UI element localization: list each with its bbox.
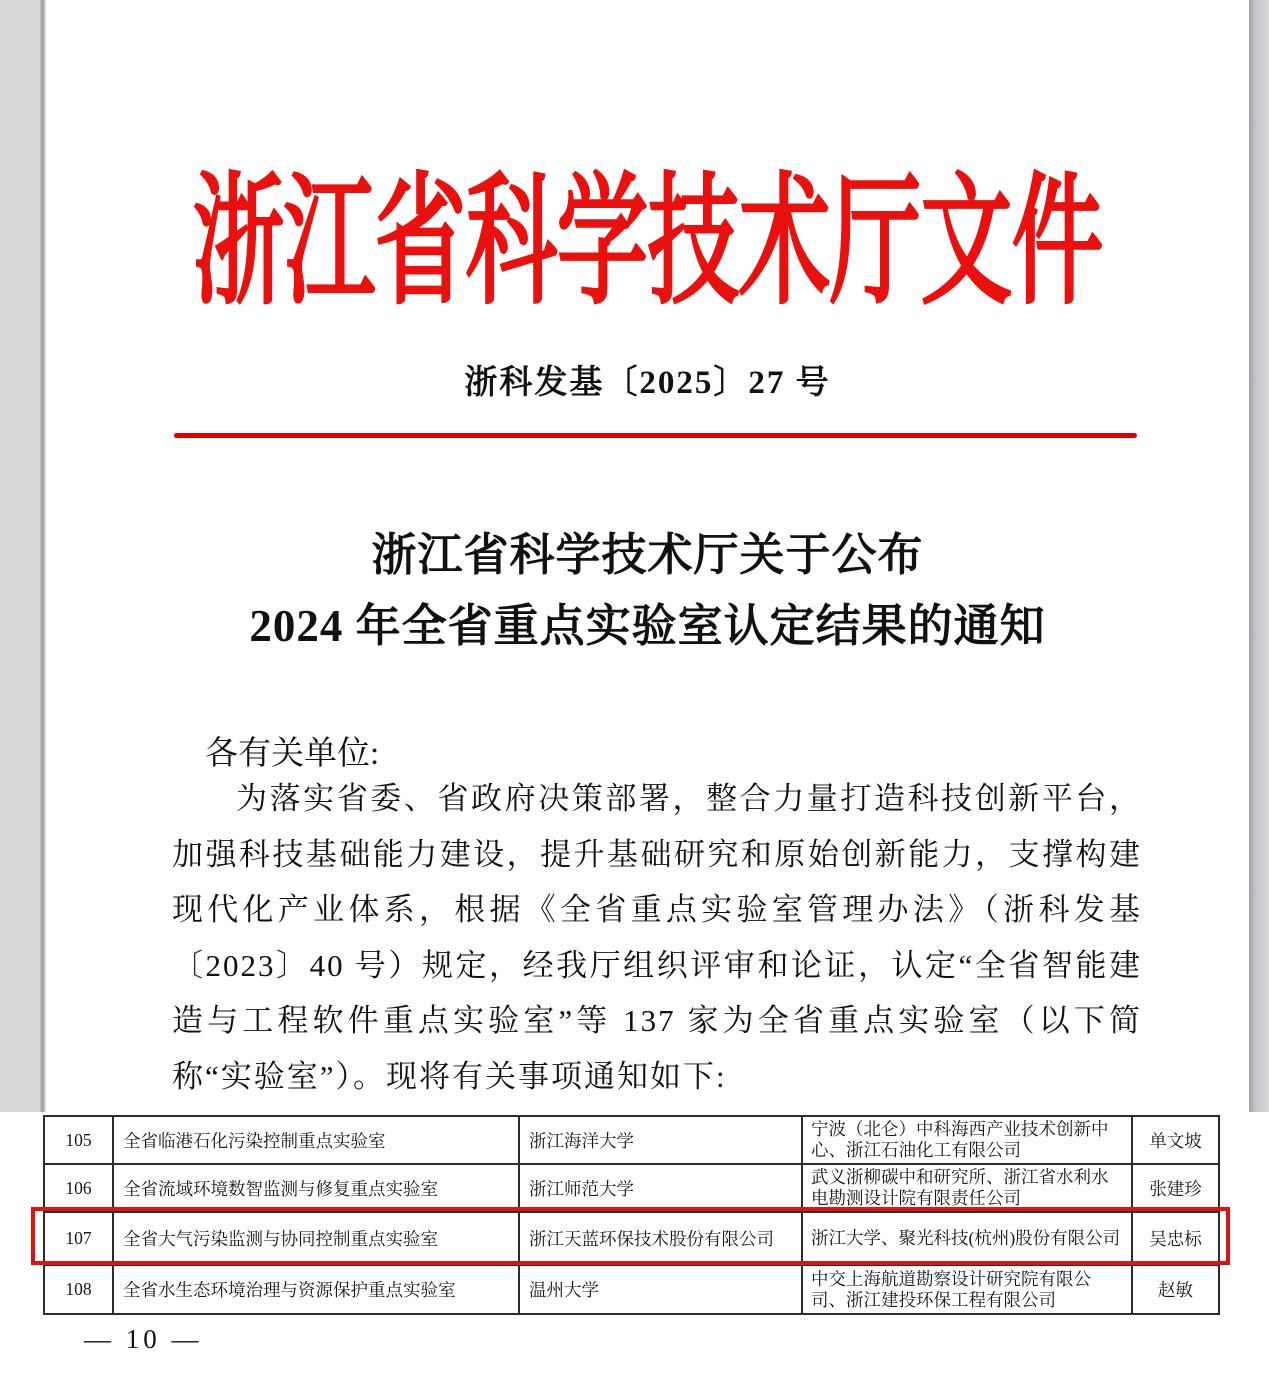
table-row [44,1265,1219,1314]
red-separator-rule [174,433,1137,438]
lab-name-cell: 全省水生态环境治理与资源保护重点实验室 [113,1265,519,1314]
row-number-cell: 106 [44,1164,113,1212]
table-row [44,1164,1219,1212]
lab-name-cell: 全省临港石化污染控制重点实验室 [113,1116,519,1164]
notice-title-line1: 浙江省科学技术厅关于公布 [371,530,924,580]
host-unit-cell: 浙江师范大学 [519,1164,802,1212]
page-number: — 10 — [84,1324,203,1354]
scan-margin-left [0,0,40,1112]
director-cell: 吴忠标 [1132,1212,1219,1265]
results-table-section [0,1112,1269,1386]
document-header-title [46,128,1249,322]
row-number-cell: 107 [44,1212,113,1265]
table-row [44,1116,1219,1164]
director-cell: 赵敏 [1132,1265,1219,1314]
results-table [43,1115,1220,1315]
document-number: 浙科发基〔2025〕27 号 [464,365,831,401]
partner-units-cell: 浙江大学、聚光科技(杭州)股份有限公司 [802,1212,1132,1265]
host-unit-cell: 浙江海洋大学 [519,1116,802,1164]
row-number-cell: 105 [44,1116,113,1164]
notice-title-line2: 2024 年全省重点实验室认定结果的通知 [249,601,1046,651]
lab-name-cell: 全省流域环境数智监测与修复重点实验室 [113,1164,519,1212]
document-header-title-text: 浙江省科学技术厅文件 [192,163,1103,322]
host-unit-cell: 温州大学 [519,1265,802,1314]
director-cell: 单文坡 [1132,1116,1219,1164]
table-row-highlighted [44,1212,1219,1265]
lab-name-cell: 全省大气污染监测与协同控制重点实验室 [113,1212,519,1265]
partner-units-cell: 中交上海航道勘察设计研究院有限公司、浙江建投环保工程有限公司 [802,1265,1132,1314]
director-cell: 张建珍 [1132,1164,1219,1212]
host-unit-cell: 浙江天蓝环保技术股份有限公司 [519,1212,802,1265]
row-number-cell: 108 [44,1265,113,1314]
notice-title [46,520,1249,662]
partner-units-cell: 宁波（北仑）中科海西产业技术创新中心、浙江石油化工有限公司 [802,1116,1132,1164]
partner-units-cell: 武义浙柳碳中和研究所、浙江省水利水电勘测设计院有限责任公司 [802,1164,1132,1212]
scan-margin-right [1249,0,1269,1112]
salutation: 各有关单位: [205,736,380,772]
body-paragraph: 为落实省委、省政府决策部署，整合力量打造科技创新平台，加强科技基础能力建设，提升基础研究和原始创新能力，支撑构建现代化产业体系，根据《全省重点实验室管理办法》（浙科发基〔2023〕40 号）规定，经我厅组织评审和论证，认定“全省智能建造与工程软件重点实验室”等 137 家为全省重点实验室（以下简称“实验室”）。现将有关事项通知如下: [172,781,1142,1094]
